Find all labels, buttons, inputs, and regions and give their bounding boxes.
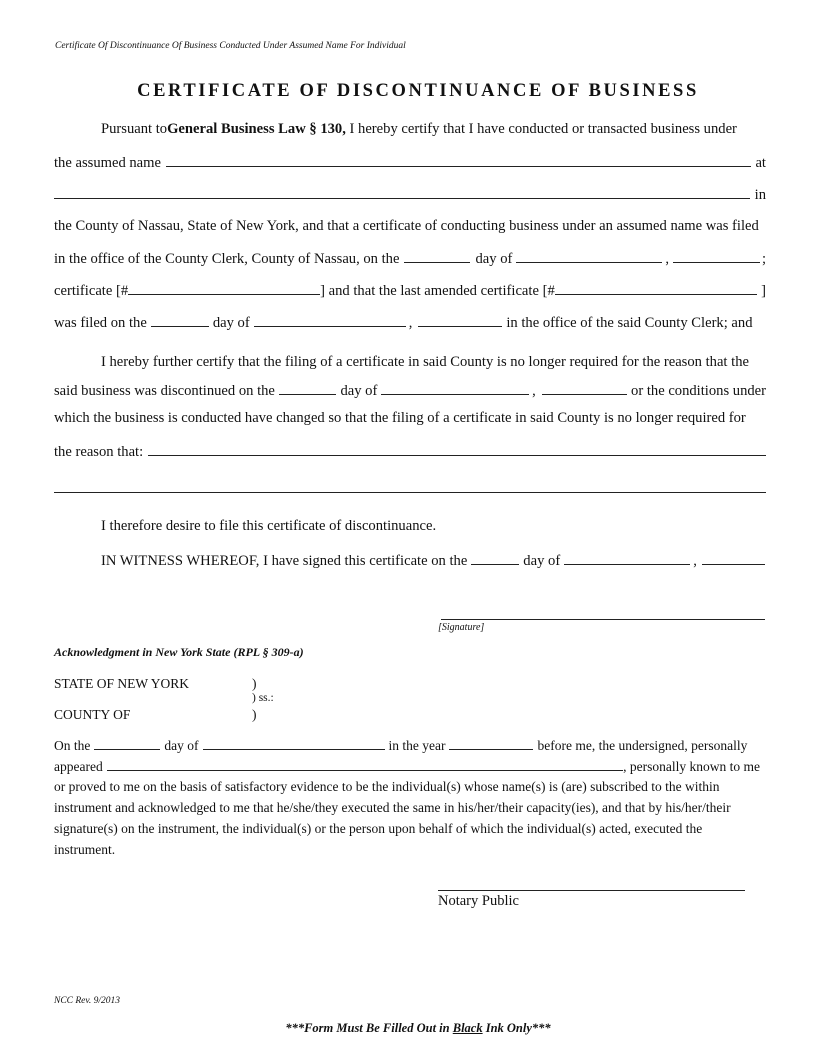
- ack-date-line: On the day of in the year before me, the undersigned, personally: [54, 738, 748, 753]
- filing-date-line: in the office of the County Clerk, County of Nassau, on the day of , ;: [54, 251, 766, 267]
- discontinued-date-line: said business was discontinued on the day of , or the conditions under: [54, 383, 766, 399]
- business-address-field[interactable]: [54, 186, 750, 199]
- filed-year-field[interactable]: [673, 250, 760, 263]
- assumed-name-line: the assumed name at: [54, 155, 766, 171]
- venue-paren-1: ): [252, 676, 257, 691]
- ack-line3: or proved to me on the basis of satisfactory evidence to be the individual(s) whose name(s) is (are) subscribed to the within: [54, 779, 720, 794]
- venue-paren-3: ): [252, 707, 257, 722]
- ack-day-field[interactable]: [94, 737, 160, 750]
- ink-notice: ***Form Must Be Filled Out in Black Ink Only***: [285, 1021, 551, 1035]
- amended-year-field[interactable]: [418, 314, 502, 327]
- reason-line: the reason that:: [54, 443, 766, 461]
- ack-year-field[interactable]: [449, 737, 533, 750]
- para2-line1: I hereby further certify that the filing of a certificate in said County is no longer required for the reason that the: [101, 354, 749, 370]
- address-line: in: [54, 186, 766, 204]
- amended-certificate-number-field[interactable]: [555, 282, 757, 295]
- acknowledgment-heading: Acknowledgment in New York State (RPL § 309-a): [54, 645, 304, 659]
- discontinued-month-field[interactable]: [381, 382, 529, 395]
- para1-line4: the County of Nassau, State of New York, and that a certificate of conducting business under an assumed name was filed: [54, 218, 759, 234]
- form-header: Certificate Of Discontinuance Of Business Conducted Under Assumed Name For Individual: [55, 41, 406, 51]
- witness-line: IN WITNESS WHEREOF, I have signed this certificate on the day of ,: [101, 552, 765, 570]
- notary-signature-field[interactable]: [438, 890, 745, 891]
- witness-day-field[interactable]: [471, 552, 519, 565]
- witness-year-field[interactable]: [702, 552, 765, 565]
- certificate-number-field[interactable]: [128, 282, 320, 295]
- discontinued-year-field[interactable]: [542, 382, 627, 395]
- para2-line3: which the business is conducted have changed so that the filing of a certificate in said County is no longer required for: [54, 410, 746, 426]
- page-title: CERTIFICATE OF DISCONTINUANCE OF BUSINESS: [137, 81, 699, 101]
- desire-statement: I therefore desire to file this certificate of discontinuance.: [101, 518, 437, 534]
- filed-month-field[interactable]: [516, 250, 662, 263]
- amended-month-field[interactable]: [254, 314, 406, 327]
- amended-day-field[interactable]: [151, 314, 209, 327]
- para1-line1: Pursuant to General Business Law § 130, I hereby certify that I have conducted or transacted business under: [101, 121, 737, 137]
- appeared-name-field[interactable]: [107, 758, 623, 771]
- state-label: STATE OF NEW YORK: [54, 676, 190, 691]
- county-label: COUNTY OF: [54, 707, 131, 722]
- notary-label: Notary Public: [438, 893, 519, 909]
- ack-month-field[interactable]: [203, 737, 385, 750]
- discontinued-day-field[interactable]: [279, 382, 337, 395]
- certificate-number-line: certificate [# ] and that the last amended certificate [# ]: [54, 283, 766, 299]
- filed-day-field[interactable]: [404, 250, 470, 263]
- venue-ss: ) ss.:: [252, 692, 274, 704]
- ack-line6: instrument.: [54, 842, 116, 857]
- signature-field[interactable]: [441, 619, 765, 620]
- revision-label: NCC Rev. 9/2013: [54, 996, 121, 1006]
- ack-line5: signature(s) on the instrument, the individual(s) or the person upon behalf of which the individual(s) acted, executed the: [54, 821, 703, 836]
- reason-field[interactable]: [148, 443, 766, 456]
- amended-filing-date-line: was filed on the day of , in the office of the said County Clerk; and: [54, 315, 753, 331]
- ack-line4: instrument and acknowledged to me that he/she/they executed the same in his/her/their capacity(ies), and that by his/her/their: [54, 800, 731, 815]
- ack-appeared-line: appeared , personally known to me: [54, 759, 760, 774]
- signature-label: [Signature]: [438, 622, 485, 633]
- assumed-name-field[interactable]: [166, 154, 751, 167]
- reason-field-continued[interactable]: [54, 492, 766, 493]
- witness-month-field[interactable]: [564, 552, 690, 565]
